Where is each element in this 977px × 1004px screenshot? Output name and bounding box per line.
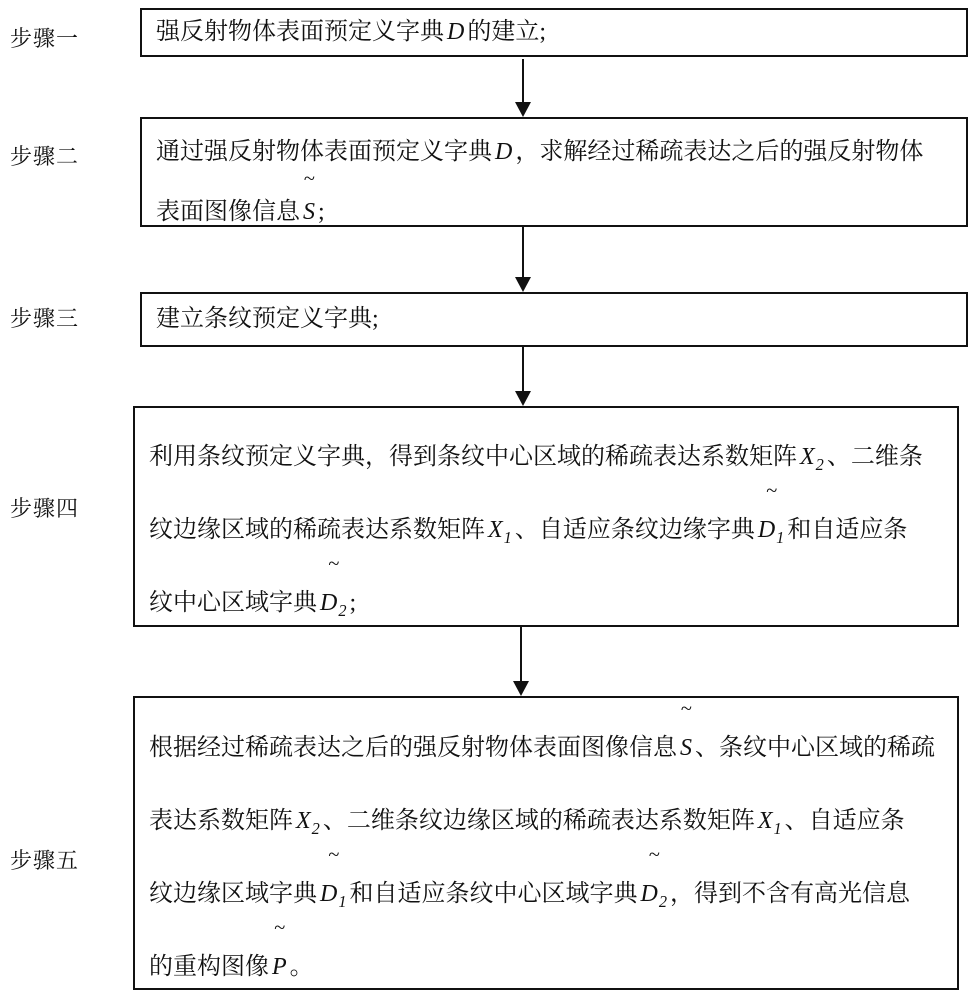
text-line [156, 168, 958, 242]
tilde-accent-icon: ~ [328, 844, 340, 867]
text-run: 表达系数矩阵 [149, 808, 293, 834]
step-5-label: 步骤五 [10, 848, 80, 873]
text-run: ; [349, 590, 357, 616]
math-variable: ~ S [680, 698, 692, 761]
text-run: 的建立; [467, 19, 547, 45]
step-1-label: 步骤一 [10, 26, 80, 51]
math-variable: $X_2$ [296, 808, 320, 838]
math-variable: ~ P [272, 917, 287, 980]
text-run: ，得到不含有高光信息 [670, 881, 910, 907]
text-line [149, 785, 949, 858]
text-run: 、条纹中心区域的稀疏 [695, 735, 935, 761]
step-1-text [142, 10, 966, 55]
arrow-step1-to-step2 [515, 59, 531, 117]
arrow-step3-to-step4 [515, 347, 531, 406]
text-run: 通过强反射物体表面预定义字典 [156, 139, 492, 165]
text-run: 、自适应条 [784, 808, 905, 834]
tilde-accent-icon: ~ [648, 844, 660, 867]
text-run: 纹边缘区域的稀疏表达系数矩阵 [149, 517, 485, 543]
text-line [149, 917, 949, 1004]
text-run: 。 [289, 954, 314, 980]
text-line [156, 122, 958, 182]
math-variable: ~ $D_2$ [320, 553, 347, 620]
tilde-accent-icon: ~ [680, 698, 692, 721]
math-variable: ~ S [303, 168, 315, 225]
math-variable: ~ $D_2$ [640, 844, 667, 911]
text-run: 、自适应条纹边缘字典 [514, 517, 755, 543]
text-line [149, 421, 949, 494]
arrowhead-down-icon [515, 102, 531, 117]
text-run: 的重构图像 [149, 954, 269, 980]
step-4-label: 步骤四 [10, 496, 80, 521]
text-line [149, 844, 949, 931]
step-2-box [140, 117, 968, 227]
text-run: 利用条纹预定义字典，得到条纹中心区域的稀疏表达系数矩阵 [149, 444, 797, 470]
text-line [156, 10, 958, 55]
text-run: 表面图像信息 [156, 199, 300, 225]
step-3-text [142, 294, 966, 345]
step-5-text [135, 698, 957, 1002]
tilde-accent-icon: ~ [274, 917, 286, 940]
arrowhead-down-icon [513, 681, 529, 696]
math-variable: $X_2$ [800, 444, 824, 474]
text-run: 、二维条 [826, 444, 923, 470]
step-1-box [140, 8, 968, 57]
text-run: 、二维条纹边缘区域的稀疏表达系数矩阵 [322, 808, 755, 834]
step-3-box [140, 292, 968, 347]
text-line [149, 698, 949, 785]
step-2-label: 步骤二 [10, 144, 80, 169]
text-run: 根据经过稀疏表达之后的强反射物体表面图像信息 [149, 735, 677, 761]
text-run: 纹中心区域字典 [149, 590, 317, 616]
math-variable: ~ $D_1$ [320, 844, 347, 911]
text-run: ，求解经过稀疏表达之后的强反射物体 [515, 139, 924, 165]
text-run: 和自适应条纹中心区域字典 [349, 881, 638, 907]
text-line [156, 295, 958, 344]
text-run: 纹边缘区域字典 [149, 881, 317, 907]
math-variable: D [495, 139, 513, 165]
step-4-box [133, 406, 959, 627]
text-run: 建立条纹预定义字典; [156, 306, 379, 332]
step-2-text [142, 119, 966, 228]
text-line [149, 553, 949, 640]
step-3-label: 步骤三 [10, 306, 80, 331]
math-variable: $X_1$ [757, 808, 782, 838]
text-line [149, 480, 949, 567]
math-variable: D [447, 19, 465, 45]
tilde-accent-icon: ~ [766, 480, 778, 503]
step-5-box [133, 696, 959, 990]
text-run: ; [318, 199, 325, 225]
math-variable: $X_1$ [488, 517, 512, 547]
step-4-text [135, 408, 957, 638]
arrow-step2-to-step3 [515, 227, 531, 292]
math-variable: ~ $D_1$ [757, 480, 785, 547]
arrowhead-down-icon [515, 277, 531, 292]
arrowhead-down-icon [515, 391, 531, 406]
text-run: 强反射物体表面预定义字典 [156, 19, 444, 45]
tilde-accent-icon: ~ [303, 168, 315, 191]
arrow-step4-to-step5 [513, 627, 529, 696]
tilde-accent-icon: ~ [328, 553, 340, 576]
text-run: 和自适应条 [787, 517, 908, 543]
